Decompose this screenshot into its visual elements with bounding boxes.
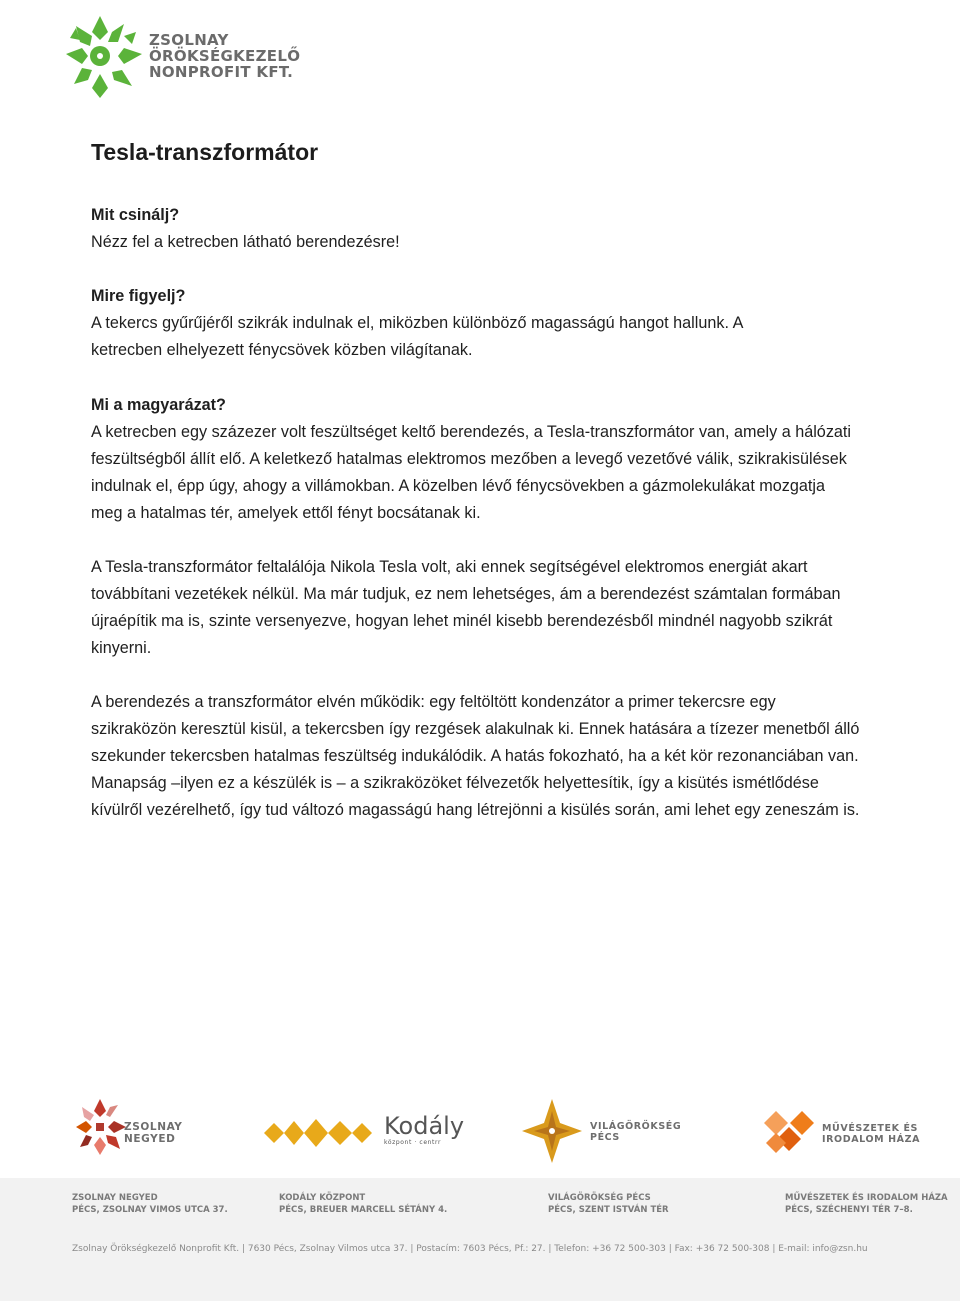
address-name: MŰVÉSZETEK ÉS IRODALOM HÁZA	[785, 1193, 948, 1203]
zsolnay-negyed-icon	[70, 1095, 130, 1159]
logo-text: IRODALOM HÁZA	[822, 1134, 921, 1145]
vilagorokseg-logo	[520, 1095, 700, 1167]
kodaly-icon	[262, 1113, 382, 1153]
address-name: KODÁLY KÖZPONT	[279, 1193, 366, 1203]
logo-text: VILÁGÖRÖKSÉG	[590, 1121, 682, 1132]
logo-line-2: ÖRÖKSÉGKEZELŐ	[149, 47, 301, 65]
muveszetek-icon	[762, 1109, 816, 1157]
vilagorokseg-icon	[520, 1097, 584, 1165]
address-street: PÉCS, SZÉCHENYI TÉR 7–8.	[785, 1205, 913, 1215]
address-vilagorokseg	[548, 1192, 669, 1216]
address-street: PÉCS, ZSOLNAY VIMOS UTCA 37.	[72, 1205, 228, 1215]
address-muveszetek	[785, 1192, 948, 1216]
logo-text: Kodály	[384, 1112, 465, 1140]
section-heading: Mire figyelj?	[91, 287, 186, 305]
logo-line-3: NONPROFIT KFT.	[149, 63, 294, 81]
footer	[0, 1178, 960, 1301]
address-zsolnay-negyed	[72, 1192, 228, 1216]
section-what-to-do	[91, 202, 400, 256]
kodaly-logo	[262, 1095, 465, 1167]
paragraph-text: A Tesla-transzformátor feltalálója Nikola Tesla volt, aki ennek segítségével elektromos energiát akart továbbítani vezetékek nélkül. Ma már tudjuk, ez nem lehetséges, ám a berendezést számtalan formában újraépítik ma is, szinte versenyezve, hogyan lehet minél kisebb berendezésből mindnél nagyobb szikrát kinyerni.	[91, 558, 841, 657]
section-heading: Mit csinálj?	[91, 206, 180, 224]
paragraph-text: A berendezés a transzformátor elvén működik: egy feltöltött kondenzátor a primer tekercsre egy szikraközön keresztül kisül, a tekercsben így rezgések alakulnak ki. Ennek hatására a tízezer menetből álló szekunder tekercsben hatalmas feszültség indukálódik. A hatás fokozható, ha a két kör rezonanciában van. Manapság –ilyen ez a készülék is – a szikraközöket félvezetők helyettesítik, így a kisütés ismétlődése kívülről vezérelhető, így tud változó magasságú hang létrejönni a kisülés során, ami lehet egy zeneszám is.	[91, 693, 860, 819]
address-name: ZSOLNAY NEGYED	[72, 1193, 158, 1203]
document-body	[91, 132, 881, 819]
logo-line-1: ZSOLNAY	[149, 31, 229, 49]
section-what-to-watch	[91, 283, 803, 364]
logo-text: MŰVÉSZETEK ÉS	[822, 1123, 918, 1134]
address-kodaly	[279, 1192, 447, 1216]
section-text: A tekercs gyűrűjéről szikrák indulnak el, miközben különböző magasságú hangot hallunk. A ketrecben elhelyezett fénycsövek közben világítanak.	[91, 314, 743, 359]
muveszetek-haza-logo	[762, 1095, 932, 1167]
footer-logos	[0, 1095, 960, 1175]
contact-line: Zsolnay Örökségkezelő Nonprofit Kft. | 7630 Pécs, Zsolnay Vilmos utca 37. | Postacím: 7603 Pécs, Pf.: 27. | Telefon: +36 72 500-303 | Fax: +36 72 500-308 | E-mail: info@zsn.hu	[72, 1244, 868, 1254]
section-heading: Mi a magyarázat?	[91, 396, 226, 414]
paragraph-inventor	[91, 554, 869, 662]
logo-text: PÉCS	[590, 1132, 620, 1143]
address-name: VILÁGÖRÖKSÉG PÉCS	[548, 1193, 651, 1203]
paragraph-principle	[91, 689, 863, 824]
section-text: Nézz fel a ketrecben látható berendezésre!	[91, 233, 400, 251]
logo-text: NEGYED	[124, 1133, 176, 1145]
page-title: Tesla-transzformátor	[91, 139, 319, 165]
zsolnay-negyed-logo	[70, 1095, 200, 1167]
logo-text: központ · centrr	[384, 1139, 442, 1146]
zsolnay-star-icon	[62, 14, 148, 100]
address-street: PÉCS, BREUER MARCELL SÉTÁNY 4.	[279, 1205, 448, 1215]
address-street: PÉCS, SZENT ISTVÁN TÉR	[548, 1205, 669, 1215]
section-text: A ketrecben egy százezer volt feszültséget keltő berendezés, a Tesla-transzformátor van, amely a hálózati feszültségből állít elő. A keletkező hatalmas elektromos mezőben a levegő vezetővé válik, szikrakisülések indulnak el, épp úgy, ahogy a villámokban. A közelben lévő fénycsövekben a gázmolekulákat mozgatja meg a hatalmas tér, amelyek ettől fényt bocsátanak ki.	[91, 423, 852, 522]
section-explanation	[91, 392, 851, 527]
logo-text: ZSOLNAY	[124, 1121, 183, 1133]
zsolnay-logo	[62, 14, 302, 102]
